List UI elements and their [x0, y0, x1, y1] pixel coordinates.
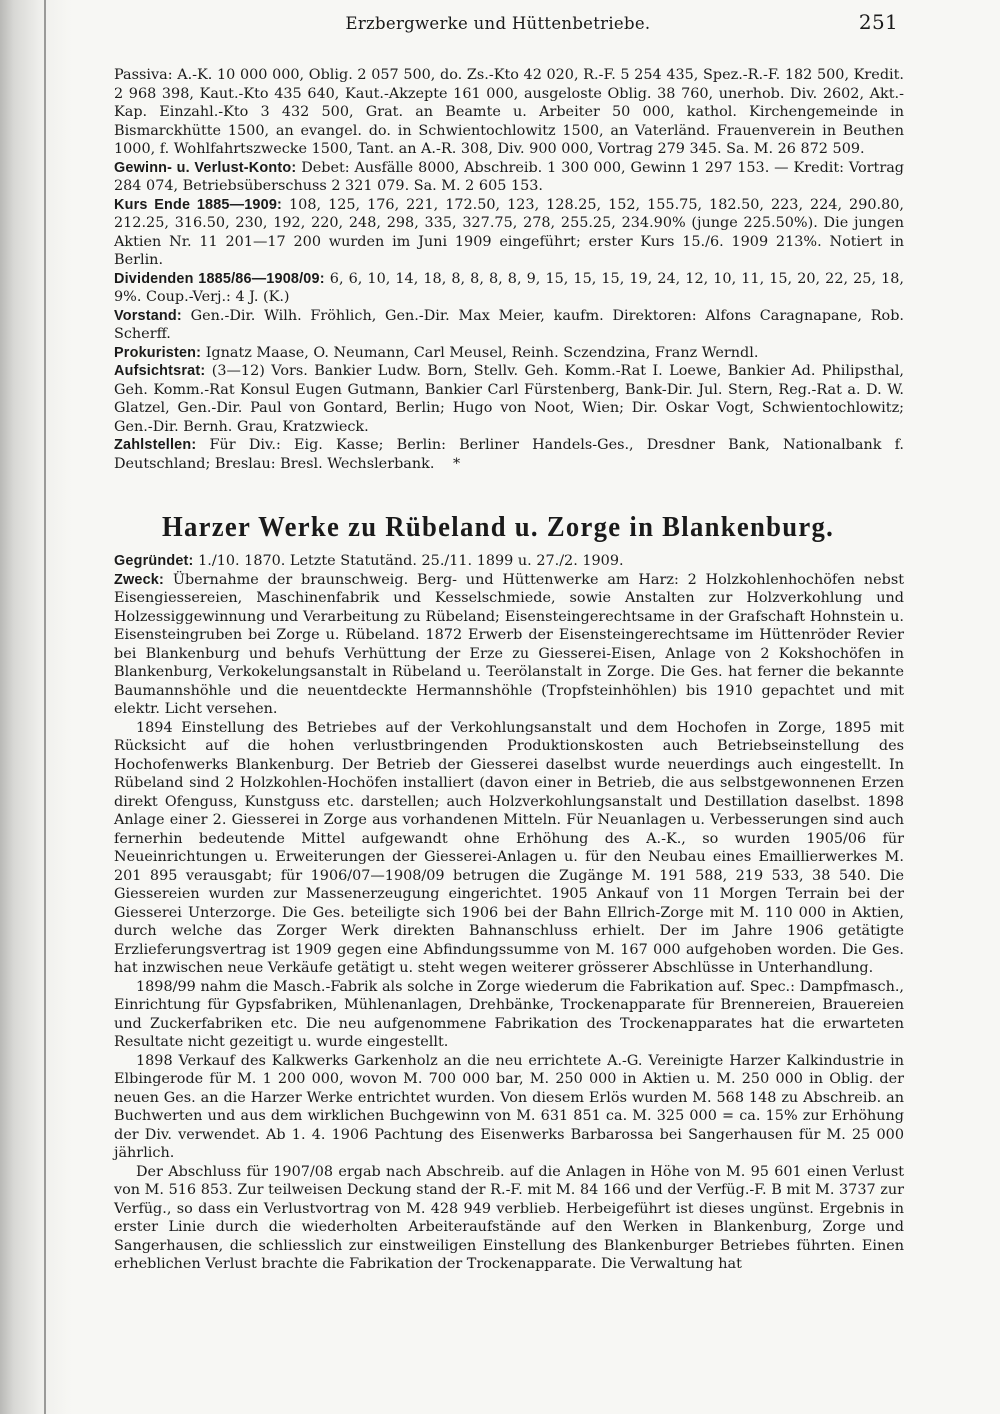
book-binding-shadow — [0, 0, 72, 1414]
running-head — [92, 10, 904, 40]
zahlstellen-label: Zahlstellen: — [114, 437, 197, 453]
kurs-text: 108, 125, 176, 221, 172.50, 123, 128.25, 152, 155.75, 182.50, 223, 224, 290.80, 212.25, 316.50, 230, 192, 220, 248, 298, 335, 327.75, 278, 255.25, 234.90% (junge 225.50%). Die jungen Aktien Nr. 11 201—17 200 wurden im Juni 1909 eingeführt; erster Kurs 15./6. 1909 213%. Notiert in Berlin. — [114, 196, 904, 268]
page-number: 251 — [858, 10, 898, 34]
gv-konto-label: Gewinn- u. Verlust-Konto: — [114, 159, 297, 176]
gv-konto-text: Debet: Ausfälle 8000, Abschreib. 1 300 000, Gewinn 1 297 153. — Kredit: Vortrag 284 074, Betriebsüberschuss 2 321 079. Sa. M. 2 605 153. — [114, 159, 904, 194]
history-paragraph-1898: 1898 Verkauf des Kalkwerks Garkenholz an die neu errichtete A.-G. Vereinigte Harzer Kalkindustrie in Elbingerode für M. 1 200 000, wovon M. 700 000 bar, M. 250 000 in Aktien u. M. 250 000 in Oblig. der neuen Ges. an die Harzer Werke entrichtet wurden. Von diesem Erlös wurden M. 568 148 zu Abschreib. an Buchwerten und aus dem wirklichen Buchgewinn von M. 631 851 ca. M. 325 000 = ca. 15% zur Erhöhung der Div. verwendet. Ab 1. 4. 1906 Pachtung des Eisenwerks Barbarossa bei Sangerhausen für M. 25 000 jährlich. — [114, 1052, 904, 1161]
gegruendet-text: 1./10. 1870. Letzte Statutänd. 25./11. 1899 u. 27./2. 1909. — [198, 553, 624, 569]
company-title: Harzer Werke zu Rübeland u. Zorge in Blankenburg. — [161, 511, 835, 543]
prokuristen-label: Prokuristen: — [114, 344, 202, 361]
prokuristen-paragraph — [114, 344, 904, 363]
gutter-line — [44, 0, 46, 1414]
dividenden-label: Dividenden 1885/86—1908/09: — [114, 270, 325, 287]
zahlstellen-paragraph — [114, 436, 904, 473]
page — [92, 10, 904, 1410]
history-paragraph-abschluss: Der Abschluss für 1907/08 ergab nach Abschreib. auf die Anlagen in Höhe von M. 95 601 einen Verlust von M. 516 853. Zur teilweisen Deckung stand der R.-F. mit M. 84 166 und der Verfüg.-F. B mit M. 3737 zur Verfüg., so dass ein Verlustvortrag von M. 428 949 verblieb. Herbeigeführt ist dieses ungünst. Ergebnis in erster Linie durch die wiederholten Arbeiteraufstände auf den Werken in Blankenburg, Zorge und Sangerhausen, die schliesslich zur einstweiligen Einstellung des Blankenburger Betriebes führten. Einen erheblichen Verlust brachte die Fabrikation der Trockenapparate. Die Verwaltung hat — [114, 1163, 904, 1272]
history-paragraph-1894: 1894 Einstellung des Betriebes auf der Verkohlungsanstalt und dem Hochofen in Zorge, 1895 mit Rücksicht auf die hohen verlustbringenden Produktionskosten auch Betriebseinstellung des Hochofenwerks Blankenburg. Der Betrieb der Giesserei daselbst wurde neuerdings auch eingestellt. In Rübeland sind 2 Holzkohlen-Hochöfen installiert (davon einer in Betrieb, die aus selbstgewonnenen Erzen direkt Ofenguss, Kunstguss etc. darstellen; auch Holzverkohlungsanstalt und Destillation daselbst. 1898 Anlage einer 2. Giesserei in Zorge aus vorhandenen Mitteln. Für Neuanlagen u. Verbesserungen sind auch fernerhin bedeutende Mittel aufgewandt ohne Erhöhung des A.-K., so wurden 1905/06 für Neueinrichtungen u. Erweiterungen der Giesserei-Anlagen u. für den Neubau eines Emaillierwerkes M. 201 895 verausgabt; für 1906/07—1908/09 betrugen die Zugänge M. 191 588, 219 533, 38 540. Die Giessereien wurden zur Massenerzeugung eingerichtet. 1905 Ankauf von 11 Morgen Terrain bei der Giesserei Unterzorge. Die Ges. beteiligte sich 1906 bei der Bahn Ellrich-Zorge mit M. 110 000 in Aktien, durch welche das Zorger Werk direkten Bahnanschluss erhielt. Der im Jahre 1906 getätigte Erzlieferungsvertrag ist 1909 gegen eine Abfindungssumme von M. 167 000 aufgehoben worden. Die Ges. hat inzwischen neue Verkäufe getätigt u. steht wegen weiterer grösserer Abschlüsse in Unterhandlung. — [114, 719, 904, 976]
zweck-paragraph — [114, 571, 904, 719]
end-mark: * — [453, 455, 461, 472]
zweck-label: Zweck: — [114, 571, 164, 588]
aufsichtsrat-paragraph — [114, 362, 904, 436]
history-paragraph-1898-99: 1898/99 nahm die Masch.-Fabrik als solche in Zorge wiederum die Fabrikation auf. Spec.: Dampfmasch., Einrichtung für Gypsfabriken, Mühlenanlagen, Drehbänke, Trockenapparate für Brennereien, Brauereien und Zuckerfabriken etc. Die neu aufgenommene Fabrikation des Trockenapparates hat die erwarteten Resultate nicht gezeitigt u. wurde eingestellt. — [114, 978, 904, 1050]
aufsichtsrat-text: (3—12) Vors. Bankier Ludw. Born, Stellv. Geh. Komm.-Rat I. Loewe, Bankier Ad. Philipsthal, Geh. Komm.-Rat Konsul Eugen Gutmann, Bankier Carl Fürstenberg, Bank-Dir. Jul. Stern, Reg.-Rat a. D. W. Glatzel, Gen.-Dir. Paul von Gontard, Berlin; Hugo von Noot, Wien; Dir. Oskar Vogt, Schwientochlowitz; Gen.-Dir. Bernh. Grau, Kratzwieck. — [114, 363, 904, 435]
gv-konto-paragraph — [114, 159, 904, 196]
zahlstellen-text: Für Div.: Eig. Kasse; Berlin: Berliner Handels-Ges., Dresdner Bank, Nationalbank f. Deutschland; Breslau: Bresl. Wechslerbank. — [114, 437, 905, 472]
vorstand-text: Gen.-Dir. Wilh. Fröhlich, Gen.-Dir. Max Meier, kaufm. Direktoren: Alfons Caragnapane, Rob. Scherff. — [114, 307, 905, 342]
vorstand-label: Vorstand: — [114, 307, 182, 324]
vorstand-paragraph — [114, 307, 904, 344]
prokuristen-text: Ignatz Maase, O. Neumann, Carl Meusel, Reinh. Sczendzina, Franz Werndl. — [205, 344, 759, 361]
passiva-text: A.-K. 10 000 000, Oblig. 2 057 500, do. Zs.-Kto 42 020, R.-F. 5 254 435, Spez.-R.-F. 182 500, Kredit. 2 968 398, Kaut.-Kto 435 640, Kaut.-Akzepte 161 000, ausgeloste Oblig. 38 760, unerhob. Div. 2602, Akt.-Kap. Einzahl.-Kto 3 432 500, Grat. an Beamte u. Arbeiter 50 000, kathol. Kirchengemeinde in Bismarckhütte 1500, an evangel. do. in Schwientochlowitz 1500, an Vaterländ. Frauenverein in Beuthen 1000, f. Wohlfahrtszwecke 1500, Tant. an A.-R. 308, Div. 900 000, Vortrag 279 345. Sa. M. 26 872 509. — [114, 67, 904, 157]
passiva-label: Passiva: — [114, 67, 173, 83]
gegruendet-paragraph — [114, 552, 904, 571]
passiva-paragraph — [114, 66, 904, 159]
kurs-label: Kurs Ende 1885—1909: — [114, 196, 283, 213]
kurs-paragraph — [114, 196, 904, 270]
company-entry — [92, 552, 904, 1274]
dividenden-text: 6, 6, 10, 14, 18, 8, 8, 8, 8, 9, 15, 15, 15, 19, 24, 12, 10, 11, 15, 20, 22, 25, 18, 9%. Coup.-Verj.: 4 J. (K.) — [114, 270, 905, 305]
dividenden-paragraph — [114, 270, 904, 307]
zweck-text: Übernahme der braunschweig. Berg- und Hüttenwerke am Harz: 2 Holzkohlenhochöfen nebst Eisengiessereien, Maschinenfabrik und Kesselschmiede, sowie Anstalten zur Holzverkohlung und Holzessiggewinnung und Verarbeitung zu Rübeland; Eisensteingerechtsame in der Grafschaft Hohnstein u. Eisensteingruben bei Zorge u. Rübeland. 1872 Erwerb der Eisensteingerechtsame im Hüttenröder Revier bei Blankenburg und behufs Verhüttung der Erze zu Giesserei-Eisen, Anlage von 2 Kokshochöfen in Blankenburg, Verkokelungsanstalt in Rübeland u. Teerölanstalt in Zorge. Die Ges. hat ferner die bekannte Baumannshöhle und die neuentdeckte Hermannshöhle (Tropfsteinhöhlen) bis 1910 gepachtet und mit elektr. Licht versehen. — [114, 571, 905, 717]
gegruendet-label: Gegründet: — [114, 553, 194, 569]
previous-company-entry — [92, 66, 904, 473]
aufsichtsrat-label: Aufsichtsrat: — [114, 363, 206, 379]
running-title: Erzbergwerke und Hüttenbetriebe. — [345, 14, 651, 33]
